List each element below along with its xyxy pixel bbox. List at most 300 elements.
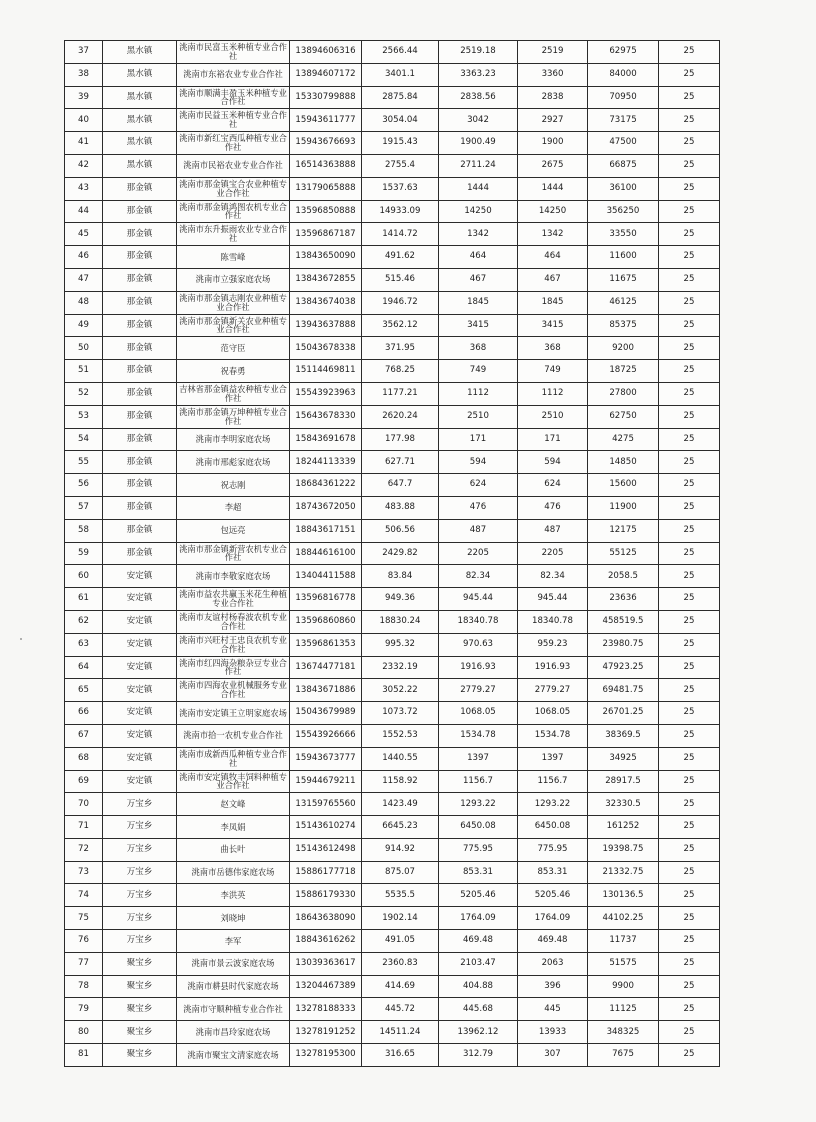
cell-amount: 34925	[588, 747, 659, 770]
cell-name: 洮南市邢彪家庭农场	[177, 451, 290, 474]
cell-amount: 23636	[588, 588, 659, 611]
cell-row-number: 64	[65, 656, 103, 679]
cell-area-c: 467	[518, 268, 588, 291]
cell-area-b: 82.34	[439, 565, 518, 588]
cell-amount: 66875	[588, 154, 659, 177]
cell-row-number: 58	[65, 519, 103, 542]
cell-amount: 69481.75	[588, 679, 659, 702]
table-row	[65, 702, 720, 725]
cell-amount: 15600	[588, 474, 659, 497]
cell-phone: 13674477181	[290, 656, 362, 679]
cell-area-c: 959.23	[518, 633, 588, 656]
cell-area-a: 2566.44	[362, 41, 439, 64]
table-row	[65, 793, 720, 816]
cell-name: 吉林省那金镇益农种植专业合作社	[177, 382, 290, 405]
cell-phone: 13843650090	[290, 246, 362, 269]
cell-rate: 25	[659, 268, 720, 291]
cell-area-b: 5205.46	[439, 884, 518, 907]
cell-township: 那金镇	[103, 200, 177, 223]
cell-row-number: 37	[65, 41, 103, 64]
table-row	[65, 474, 720, 497]
cell-area-b: 1845	[439, 291, 518, 314]
cell-row-number: 60	[65, 565, 103, 588]
cell-rate: 25	[659, 451, 720, 474]
cell-area-a: 414.69	[362, 975, 439, 998]
cell-amount: 7675	[588, 1044, 659, 1067]
table-row	[65, 770, 720, 793]
table-row	[65, 405, 720, 428]
table-row	[65, 1021, 720, 1044]
cell-phone: 15114469811	[290, 360, 362, 383]
cell-name: 洮南市景云波家庭农场	[177, 952, 290, 975]
cell-area-b: 853.31	[439, 861, 518, 884]
cell-name: 洮南市东裕农业专业合作社	[177, 63, 290, 86]
cell-phone: 13596816778	[290, 588, 362, 611]
cell-area-a: 18830.24	[362, 610, 439, 633]
cell-area-a: 1414.72	[362, 223, 439, 246]
cell-name: 洮南市那金镇新营农机专业合作社	[177, 542, 290, 565]
cell-area-c: 1444	[518, 177, 588, 200]
cell-name: 洮南市红四海杂粮杂豆专业合作社	[177, 656, 290, 679]
cell-area-a: 2620.24	[362, 405, 439, 428]
cell-name: 祝春勇	[177, 360, 290, 383]
cell-name: 李洪英	[177, 884, 290, 907]
cell-area-c: 3415	[518, 314, 588, 337]
table-row	[65, 998, 720, 1021]
cell-amount: 14850	[588, 451, 659, 474]
cell-phone: 13179065888	[290, 177, 362, 200]
cell-area-c: 1916.93	[518, 656, 588, 679]
cell-name: 洮南市民富玉米种植专业合作社	[177, 41, 290, 64]
cell-township: 安定镇	[103, 679, 177, 702]
cell-rate: 25	[659, 246, 720, 269]
cell-amount: 84000	[588, 63, 659, 86]
cell-area-b: 1068.05	[439, 702, 518, 725]
cell-township: 那金镇	[103, 496, 177, 519]
cell-row-number: 50	[65, 337, 103, 360]
cell-row-number: 46	[65, 246, 103, 269]
cell-row-number: 70	[65, 793, 103, 816]
table-row	[65, 884, 720, 907]
cell-row-number: 73	[65, 861, 103, 884]
cell-rate: 25	[659, 519, 720, 542]
cell-township: 万宝乡	[103, 907, 177, 930]
cell-township: 那金镇	[103, 451, 177, 474]
cell-area-a: 5535.5	[362, 884, 439, 907]
cell-township: 安定镇	[103, 702, 177, 725]
cell-rate: 25	[659, 975, 720, 998]
cell-phone: 13204467389	[290, 975, 362, 998]
cell-area-b: 2103.47	[439, 952, 518, 975]
cell-rate: 25	[659, 177, 720, 200]
cell-row-number: 53	[65, 405, 103, 428]
table-row	[65, 861, 720, 884]
table-row	[65, 565, 720, 588]
cell-area-a: 2360.83	[362, 952, 439, 975]
cell-township: 聚宝乡	[103, 975, 177, 998]
cell-phone: 13404411588	[290, 565, 362, 588]
cell-area-a: 445.72	[362, 998, 439, 1021]
cell-name: 洮南市昌玲家庭农场	[177, 1021, 290, 1044]
cell-amount: 62975	[588, 41, 659, 64]
cell-township: 黑水镇	[103, 154, 177, 177]
cell-rate: 25	[659, 382, 720, 405]
cell-phone: 15943676693	[290, 132, 362, 155]
cell-area-a: 483.88	[362, 496, 439, 519]
cell-township: 那金镇	[103, 314, 177, 337]
cell-amount: 356250	[588, 200, 659, 223]
cell-rate: 25	[659, 930, 720, 953]
cell-township: 那金镇	[103, 291, 177, 314]
cell-area-b: 368	[439, 337, 518, 360]
cell-area-a: 177.98	[362, 428, 439, 451]
table-row	[65, 154, 720, 177]
cell-amount: 18725	[588, 360, 659, 383]
cell-area-b: 312.79	[439, 1044, 518, 1067]
cell-rate: 25	[659, 63, 720, 86]
table-row	[65, 223, 720, 246]
table-row	[65, 63, 720, 86]
cell-area-b: 1342	[439, 223, 518, 246]
cell-phone: 13596850888	[290, 200, 362, 223]
cell-area-c: 18340.78	[518, 610, 588, 633]
cell-rate: 25	[659, 428, 720, 451]
cell-row-number: 75	[65, 907, 103, 930]
cell-township: 那金镇	[103, 382, 177, 405]
cell-township: 黑水镇	[103, 41, 177, 64]
cell-rate: 25	[659, 793, 720, 816]
cell-area-a: 647.7	[362, 474, 439, 497]
cell-amount: 21332.75	[588, 861, 659, 884]
cell-amount: 4275	[588, 428, 659, 451]
cell-rate: 25	[659, 747, 720, 770]
table-row	[65, 930, 720, 953]
cell-area-b: 171	[439, 428, 518, 451]
cell-phone: 13278188333	[290, 998, 362, 1021]
cell-rate: 25	[659, 542, 720, 565]
cell-amount: 44102.25	[588, 907, 659, 930]
table-row	[65, 268, 720, 291]
cell-amount: 11675	[588, 268, 659, 291]
cell-amount: 11900	[588, 496, 659, 519]
cell-amount: 27800	[588, 382, 659, 405]
cell-area-b: 1534.78	[439, 724, 518, 747]
cell-area-b: 6450.08	[439, 816, 518, 839]
cell-phone: 16514363888	[290, 154, 362, 177]
table-row	[65, 86, 720, 109]
cell-township: 安定镇	[103, 724, 177, 747]
cell-name: 李军	[177, 930, 290, 953]
cell-name: 洮南市李敬家庭农场	[177, 565, 290, 588]
cell-row-number: 76	[65, 930, 103, 953]
cell-amount: 36100	[588, 177, 659, 200]
cell-area-a: 1073.72	[362, 702, 439, 725]
cell-township: 万宝乡	[103, 816, 177, 839]
cell-phone: 18843617151	[290, 519, 362, 542]
cell-phone: 13596861353	[290, 633, 362, 656]
cell-name: 洮南市顺满丰盈玉米种植专业合作社	[177, 86, 290, 109]
cell-row-number: 44	[65, 200, 103, 223]
cell-area-a: 914.92	[362, 838, 439, 861]
cell-area-c: 2063	[518, 952, 588, 975]
cell-area-b: 624	[439, 474, 518, 497]
table-row	[65, 907, 720, 930]
cell-area-c: 2675	[518, 154, 588, 177]
cell-township: 那金镇	[103, 223, 177, 246]
cell-area-c: 945.44	[518, 588, 588, 611]
cell-area-c: 2838	[518, 86, 588, 109]
cell-area-b: 2838.56	[439, 86, 518, 109]
cell-name: 洮南市民益玉米种植专业合作社	[177, 109, 290, 132]
cell-area-c: 464	[518, 246, 588, 269]
cell-amount: 458519.5	[588, 610, 659, 633]
cell-township: 聚宝乡	[103, 1021, 177, 1044]
cell-township: 那金镇	[103, 428, 177, 451]
cell-amount: 28917.5	[588, 770, 659, 793]
cell-amount: 11125	[588, 998, 659, 1021]
cell-area-b: 2711.24	[439, 154, 518, 177]
cell-area-a: 14511.24	[362, 1021, 439, 1044]
cell-name: 洮南市拾一农机专业合作社	[177, 724, 290, 747]
table-row	[65, 542, 720, 565]
cell-row-number: 47	[65, 268, 103, 291]
cell-area-c: 1342	[518, 223, 588, 246]
cell-phone: 15643678330	[290, 405, 362, 428]
cell-amount: 62750	[588, 405, 659, 428]
cell-amount: 85375	[588, 314, 659, 337]
cell-amount: 70950	[588, 86, 659, 109]
cell-rate: 25	[659, 474, 720, 497]
cell-area-a: 1946.72	[362, 291, 439, 314]
cell-name: 陈雪峰	[177, 246, 290, 269]
cell-area-c: 2779.27	[518, 679, 588, 702]
cell-phone: 15043679989	[290, 702, 362, 725]
cell-row-number: 39	[65, 86, 103, 109]
cell-area-a: 491.62	[362, 246, 439, 269]
cell-name: 洮南市耕县时代家庭农场	[177, 975, 290, 998]
cell-area-b: 594	[439, 451, 518, 474]
cell-township: 安定镇	[103, 633, 177, 656]
cell-area-b: 445.68	[439, 998, 518, 1021]
cell-area-c: 476	[518, 496, 588, 519]
cell-rate: 25	[659, 496, 720, 519]
cell-rate: 25	[659, 1044, 720, 1067]
cell-township: 那金镇	[103, 246, 177, 269]
cell-rate: 25	[659, 724, 720, 747]
cell-area-c: 594	[518, 451, 588, 474]
cell-area-a: 3054.04	[362, 109, 439, 132]
cell-phone: 15043678338	[290, 337, 362, 360]
cell-area-c: 1293.22	[518, 793, 588, 816]
cell-name: 李凤娟	[177, 816, 290, 839]
cell-name: 洮南市那金镇万坤种植专业合作社	[177, 405, 290, 428]
cell-area-a: 1552.53	[362, 724, 439, 747]
cell-name: 洮南市立强家庭农场	[177, 268, 290, 291]
cell-phone: 18244113339	[290, 451, 362, 474]
cell-amount: 9200	[588, 337, 659, 360]
cell-row-number: 72	[65, 838, 103, 861]
cell-area-a: 14933.09	[362, 200, 439, 223]
cell-area-a: 627.71	[362, 451, 439, 474]
cell-name: 洮南市那金镇宝合农业种植专业合作社	[177, 177, 290, 200]
cell-area-c: 82.34	[518, 565, 588, 588]
cell-rate: 25	[659, 337, 720, 360]
cell-row-number: 59	[65, 542, 103, 565]
cell-area-c: 2519	[518, 41, 588, 64]
cell-amount: 23980.75	[588, 633, 659, 656]
cell-row-number: 41	[65, 132, 103, 155]
cell-phone: 13596867187	[290, 223, 362, 246]
cell-area-a: 1423.49	[362, 793, 439, 816]
cell-phone: 13278195300	[290, 1044, 362, 1067]
cell-phone: 15944679211	[290, 770, 362, 793]
table-row	[65, 41, 720, 64]
cell-amount: 19398.75	[588, 838, 659, 861]
cell-area-b: 469.48	[439, 930, 518, 953]
cell-rate: 25	[659, 109, 720, 132]
cell-name: 洮南市安定镇牧丰饲料种植专业合作社	[177, 770, 290, 793]
cell-area-c: 487	[518, 519, 588, 542]
cell-township: 那金镇	[103, 519, 177, 542]
cell-area-c: 368	[518, 337, 588, 360]
cell-amount: 55125	[588, 542, 659, 565]
cell-area-c: 1534.78	[518, 724, 588, 747]
cell-rate: 25	[659, 838, 720, 861]
cell-name: 李超	[177, 496, 290, 519]
cell-township: 那金镇	[103, 542, 177, 565]
cell-name: 洮南市新红宝西瓜种植专业合作社	[177, 132, 290, 155]
cell-area-a: 316.65	[362, 1044, 439, 1067]
cell-area-a: 1915.43	[362, 132, 439, 155]
cell-township: 那金镇	[103, 177, 177, 200]
cell-amount: 130136.5	[588, 884, 659, 907]
cell-phone: 15330799888	[290, 86, 362, 109]
cell-area-b: 467	[439, 268, 518, 291]
cell-phone: 15886179330	[290, 884, 362, 907]
cell-row-number: 79	[65, 998, 103, 1021]
cell-area-b: 13962.12	[439, 1021, 518, 1044]
cell-row-number: 40	[65, 109, 103, 132]
cell-township: 黑水镇	[103, 86, 177, 109]
cell-rate: 25	[659, 200, 720, 223]
cell-amount: 26701.25	[588, 702, 659, 725]
cell-area-c: 1764.09	[518, 907, 588, 930]
cell-township: 聚宝乡	[103, 952, 177, 975]
cell-area-a: 1537.63	[362, 177, 439, 200]
cell-area-a: 2332.19	[362, 656, 439, 679]
cell-area-a: 995.32	[362, 633, 439, 656]
cell-township: 那金镇	[103, 405, 177, 428]
table-row	[65, 200, 720, 223]
cell-row-number: 63	[65, 633, 103, 656]
cell-row-number: 42	[65, 154, 103, 177]
cell-row-number: 57	[65, 496, 103, 519]
cell-area-b: 1112	[439, 382, 518, 405]
cell-area-a: 875.07	[362, 861, 439, 884]
cell-area-b: 2519.18	[439, 41, 518, 64]
cell-area-a: 2875.84	[362, 86, 439, 109]
cell-township: 黑水镇	[103, 63, 177, 86]
cell-area-c: 5205.46	[518, 884, 588, 907]
cell-name: 刘晓坤	[177, 907, 290, 930]
cell-area-a: 515.46	[362, 268, 439, 291]
cell-area-b: 476	[439, 496, 518, 519]
table-row	[65, 360, 720, 383]
cell-row-number: 69	[65, 770, 103, 793]
table-row	[65, 428, 720, 451]
cell-row-number: 56	[65, 474, 103, 497]
cell-row-number: 78	[65, 975, 103, 998]
cell-name: 洮南市成新西瓜种植专业合作社	[177, 747, 290, 770]
cell-township: 黑水镇	[103, 109, 177, 132]
cell-rate: 25	[659, 679, 720, 702]
cell-row-number: 38	[65, 63, 103, 86]
table-row	[65, 747, 720, 770]
cell-phone: 15886177718	[290, 861, 362, 884]
table-row	[65, 291, 720, 314]
cell-row-number: 55	[65, 451, 103, 474]
cell-row-number: 51	[65, 360, 103, 383]
cell-phone: 13894606316	[290, 41, 362, 64]
cell-amount: 47923.25	[588, 656, 659, 679]
cell-township: 万宝乡	[103, 861, 177, 884]
cell-area-a: 83.84	[362, 565, 439, 588]
cell-area-c: 1397	[518, 747, 588, 770]
cell-area-b: 1156.7	[439, 770, 518, 793]
table-row	[65, 496, 720, 519]
cell-row-number: 77	[65, 952, 103, 975]
cell-rate: 25	[659, 907, 720, 930]
cell-area-a: 2755.4	[362, 154, 439, 177]
cell-area-b: 1900.49	[439, 132, 518, 155]
cell-township: 那金镇	[103, 337, 177, 360]
cell-name: 包远亮	[177, 519, 290, 542]
cell-phone: 18843616262	[290, 930, 362, 953]
cell-row-number: 74	[65, 884, 103, 907]
cell-area-b: 749	[439, 360, 518, 383]
cell-area-a: 3562.12	[362, 314, 439, 337]
cell-area-b: 2779.27	[439, 679, 518, 702]
cell-rate: 25	[659, 565, 720, 588]
cell-row-number: 65	[65, 679, 103, 702]
table-row	[65, 451, 720, 474]
cell-rate: 25	[659, 405, 720, 428]
table-body	[65, 41, 720, 1067]
cell-name: 洮南市守顺种植专业合作社	[177, 998, 290, 1021]
cell-phone: 18743672050	[290, 496, 362, 519]
cell-area-c: 1900	[518, 132, 588, 155]
cell-rate: 25	[659, 702, 720, 725]
cell-phone: 13943637888	[290, 314, 362, 337]
cell-area-c: 6450.08	[518, 816, 588, 839]
cell-area-c: 469.48	[518, 930, 588, 953]
cell-area-c: 307	[518, 1044, 588, 1067]
cell-rate: 25	[659, 656, 720, 679]
cell-rate: 25	[659, 610, 720, 633]
table-row	[65, 610, 720, 633]
cell-name: 祝志刚	[177, 474, 290, 497]
cell-amount: 33550	[588, 223, 659, 246]
cell-area-a: 371.95	[362, 337, 439, 360]
cell-phone: 13596860860	[290, 610, 362, 633]
cell-row-number: 68	[65, 747, 103, 770]
table-row	[65, 314, 720, 337]
cell-name: 曲长叶	[177, 838, 290, 861]
cell-rate: 25	[659, 1021, 720, 1044]
cell-phone: 13843674038	[290, 291, 362, 314]
cell-township: 安定镇	[103, 747, 177, 770]
cell-area-a: 1158.92	[362, 770, 439, 793]
